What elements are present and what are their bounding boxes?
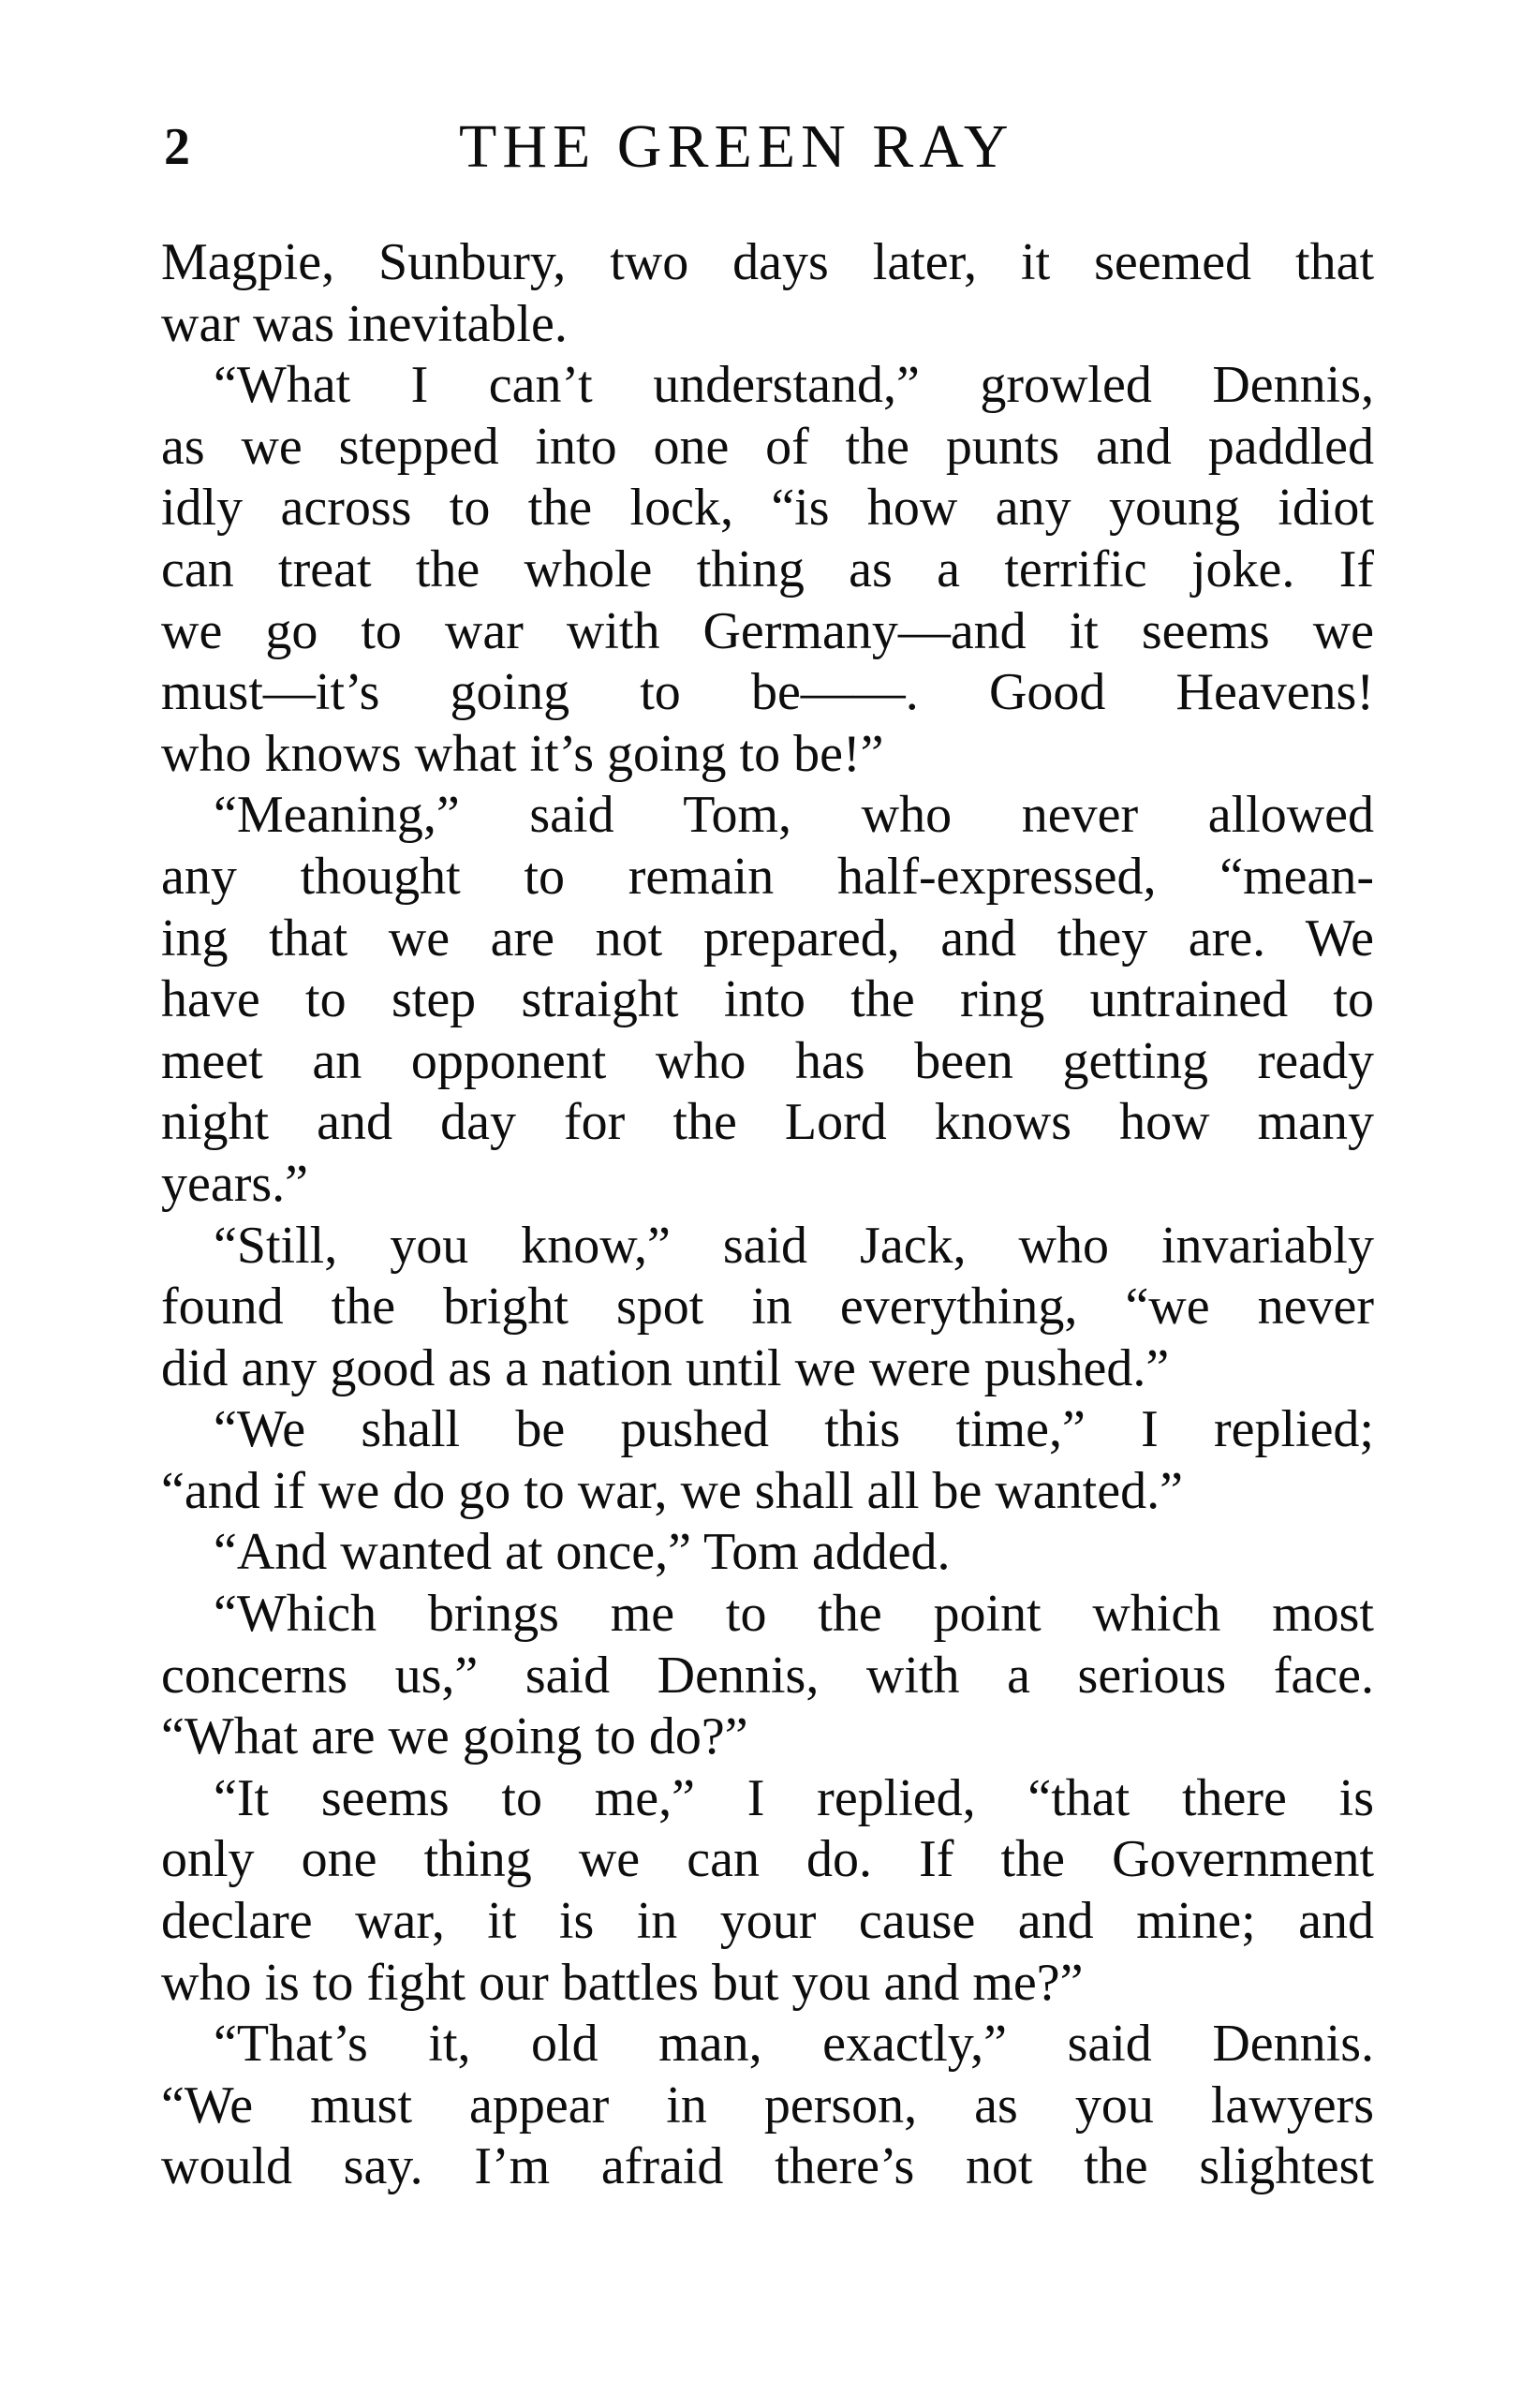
text-line: who is to fight our battles but you and me?” [161, 1953, 1084, 2012]
text-line: as we stepped into one of the punts and paddled [161, 417, 1374, 476]
text-line: night and day for the Lord knows how many [161, 1093, 1374, 1152]
text-line: idly across to the lock, “is how any young idiot [161, 479, 1374, 538]
text-line: “What are we going to do?” [161, 1707, 748, 1766]
text-line: can treat the whole thing as a terrific joke. If [161, 539, 1374, 598]
body-text [161, 232, 1374, 2198]
text-line: “and if we do go to war, we shall all be wanted.” [161, 1461, 1183, 1520]
text-line: must—it’s going to be——. Good Heavens! [161, 663, 1374, 722]
text-line: “It seems to me,” I replied, “that there is [214, 1768, 1374, 1827]
text-line: “And wanted at once,” Tom added. [214, 1523, 951, 1582]
text-line: declare war, it is in your cause and mine; and [161, 1892, 1374, 1951]
text-line: have to step straight into the ring untrained to [161, 970, 1374, 1029]
text-line: would say. I’m afraid there’s not the slightest [161, 2137, 1374, 2196]
text-line: concerns us,” said Dennis, with a serious face. [161, 1646, 1374, 1705]
text-line: “Meaning,” said Tom, who never allowed [214, 786, 1374, 845]
text-line: only one thing we can do. If the Government [161, 1830, 1374, 1889]
text-line: “Which brings me to the point which most [214, 1585, 1374, 1644]
text-line: “What I can’t understand,” growled Dennis, [214, 356, 1374, 415]
text-line: Magpie, Sunbury, two days later, it seemed that [161, 233, 1374, 291]
text-line: who knows what it’s going to be!” [161, 724, 884, 783]
text-line: war was inevitable. [161, 294, 568, 353]
text-line: did any good as a nation until we were pushed.” [161, 1338, 1170, 1397]
text-line: “We shall be pushed this time,” I replied; [214, 1400, 1374, 1459]
text-line: meet an opponent who has been getting ready [161, 1031, 1374, 1090]
text-line: “That’s it, old man, exactly,” said Dennis. [214, 2015, 1374, 2074]
page-number: 2 [164, 118, 190, 176]
page-header [159, 105, 1377, 189]
text-line: we go to war with Germany—and it seems we [161, 601, 1374, 660]
text-line: found the bright spot in everything, “we never [161, 1278, 1374, 1337]
text-line: years.” [161, 1154, 309, 1213]
running-title: THE GREEN RAY [459, 112, 1014, 181]
text-line: ing that we are not prepared, and they are. We [161, 909, 1374, 968]
text-line: “We must appear in person, as you lawyers [161, 2076, 1374, 2135]
text-line: any thought to remain half-expressed, “mean- [161, 847, 1374, 906]
text-line: “Still, you know,” said Jack, who invariably [214, 1216, 1374, 1275]
